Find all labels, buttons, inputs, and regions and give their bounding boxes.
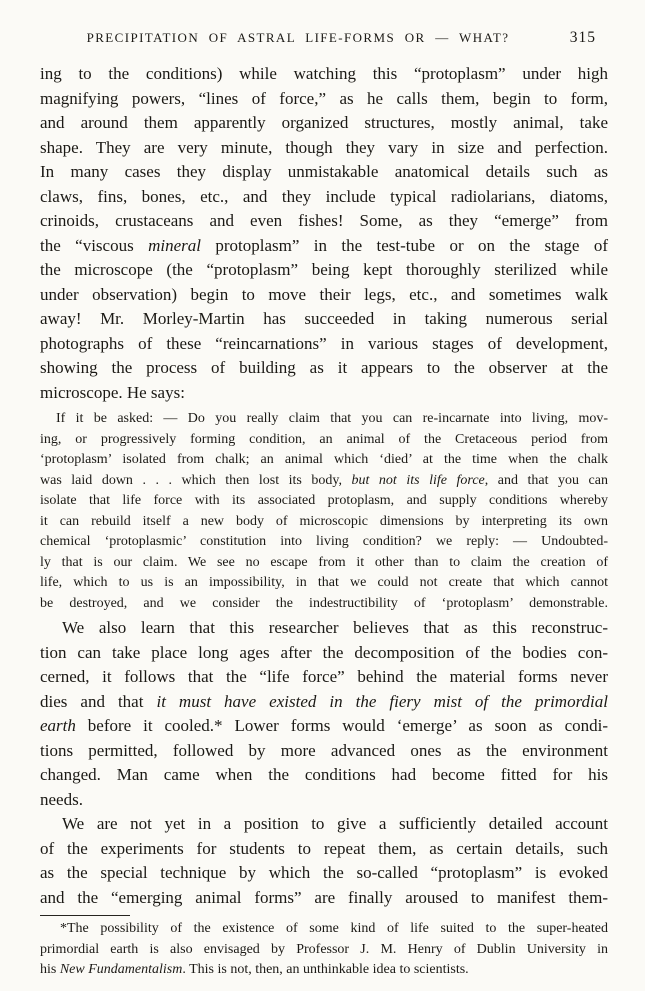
text-line (40, 739, 608, 764)
text-segment: microscope. He says: (40, 382, 185, 402)
text-segment: In many cases they display unmistakable anatomical details such as (40, 162, 608, 181)
text-line (40, 763, 608, 788)
text-line (40, 919, 608, 940)
paragraph-3 (40, 812, 608, 910)
text-line (40, 940, 608, 961)
text-segment: before it cooled.* Lower forms would ‘emerge’ as soon as condi- (75, 716, 608, 735)
text-line (40, 307, 608, 332)
text-segment: dies and that (40, 691, 157, 711)
footnote (40, 919, 608, 981)
text-segment: shape. They are very minute, though they vary in size and perfection. (40, 137, 608, 157)
text-blocks (40, 62, 608, 981)
text-segment: *The possibility of the existence of some kind of life suited to the super-heated (60, 921, 608, 936)
text-line (40, 430, 608, 451)
text-segment: was laid down . . . which then lost its body, (40, 472, 352, 488)
text-segment: it can rebuild itself a new body of microscopic dimensions by interpreting its own (40, 513, 608, 529)
text-segment: showing the process of building as it appears to the observer at the (40, 358, 608, 377)
text-line (40, 209, 608, 234)
text-segment: tions permitted, followed by more advanced ones as the environment (40, 740, 608, 760)
running-header-title: PRECIPITATION OF ASTRAL LIFE-FORMS OR — WHAT? (86, 30, 510, 45)
page-number: 315 (569, 29, 596, 46)
text-segment: away! Mr. Morley-Martin has succeeded in taking numerous serial (40, 309, 608, 328)
text-line (40, 573, 608, 594)
text-line (40, 960, 608, 981)
text-segment: cerned, it follows that the “life force” behind the material forms never (40, 667, 608, 686)
text-line (40, 450, 608, 471)
italic-text-segment: mineral (148, 235, 201, 255)
text-segment: changed. Man came when the conditions had become fitted for his (40, 765, 608, 784)
text-segment: under observation) begin to move their legs, etc., and sometimes walk (40, 284, 608, 304)
text-line (40, 788, 608, 813)
running-header (40, 30, 608, 50)
text-segment: crinoids, crustaceans and even fishes! Some, as they “emerge” from (40, 211, 608, 230)
text-segment: ing to the conditions) while watching this “protoplasm” under high (40, 64, 608, 83)
text-line (40, 111, 608, 136)
text-line (40, 332, 608, 357)
text-segment: ing, or progressively forming condition, an animal of the Cretaceous period from (40, 431, 608, 447)
text-line (40, 594, 608, 615)
text-segment: chemical ‘protoplasmic’ constitution into living condition? we reply: — Undoubted- (40, 534, 608, 549)
text-line (40, 87, 608, 112)
text-segment: . This is not, then, an unthinkable idea to scientists. (182, 962, 469, 977)
blockquote (40, 409, 608, 614)
text-segment: primordial earth is also envisaged by Professor J. M. Henry of Dublin University in (40, 941, 608, 957)
text-segment: the “viscous (40, 235, 149, 255)
text-line (40, 665, 608, 690)
text-segment: and around them apparently organized structures, mostly animal, take (40, 113, 608, 132)
text-segment: and the “emerging animal forms” are finally aroused to manifest them- (40, 887, 608, 907)
text-segment: If it be asked: — Do you really claim that you can re-incarnate into living, mov- (56, 411, 608, 426)
text-line (40, 837, 608, 862)
text-line (40, 690, 608, 715)
text-line (40, 160, 608, 185)
text-line (40, 283, 608, 308)
text-segment: magnifying powers, “lines of force,” as he calls them, begin to form, (40, 88, 608, 108)
text-line (40, 553, 608, 574)
text-line (40, 512, 608, 533)
paragraph-2 (40, 616, 608, 812)
text-line (40, 616, 608, 641)
italic-text-segment: but not its life force (351, 472, 485, 488)
text-line (40, 409, 608, 430)
text-line (40, 471, 608, 492)
text-line (40, 356, 608, 381)
text-segment: ‘protoplasm’ isolated from chalk; an animal which ‘died’ at the time when the chalk (40, 452, 608, 467)
text-line (40, 812, 608, 837)
text-segment: ly that is our claim. We see no escape from it other than to claim the creation of (40, 554, 608, 570)
footnote-rule (40, 915, 130, 916)
opening-paragraph (40, 62, 608, 405)
text-line (40, 136, 608, 161)
text-line (40, 861, 608, 886)
text-segment: his (40, 962, 60, 977)
text-line (40, 714, 608, 739)
text-line (40, 491, 608, 512)
italic-text-segment: earth (40, 716, 76, 735)
text-segment: as the special technique by which the so-called “protoplasm” is evoked (40, 863, 608, 882)
text-segment: be destroyed, and we consider the indestructibility of ‘protoplasm’ demonstrable. (40, 595, 608, 611)
text-line (40, 381, 608, 406)
text-line (40, 886, 608, 911)
text-segment: photographs of these “reincarnations” in various stages of development, (40, 333, 608, 353)
text-segment: tion can take place long ages after the decomposition of the bodies con- (40, 642, 608, 662)
text-segment: the microscope (the “protoplasm” being kept thoroughly sterilized while (40, 260, 608, 279)
text-line (40, 532, 608, 553)
italic-text-segment: it must have existed in the fiery mist of the primordial (156, 691, 608, 711)
text-line (40, 62, 608, 87)
text-line (40, 641, 608, 666)
text-line (40, 185, 608, 210)
text-segment: needs. (40, 789, 83, 809)
text-segment: We also learn that this researcher believes that as this reconstruc- (62, 618, 608, 637)
text-line (40, 258, 608, 283)
text-segment: life, which to us is an impossibility, in that we could not create that which cannot (40, 575, 608, 590)
text-segment: We are not yet in a position to give a sufficiently detailed account (62, 814, 608, 833)
text-segment: protoplasm” in the test-tube or on the stage of (200, 235, 608, 255)
text-segment: isolate that life force with its associated protoplasm, and supply conditions whereby (40, 493, 608, 508)
text-segment: , and that you can (484, 472, 608, 488)
italic-text-segment: New Fundamentalism (59, 962, 183, 977)
text-segment: of the experiments for students to repeat them, as certain details, such (40, 838, 608, 858)
text-line (40, 234, 608, 259)
text-segment: claws, fins, bones, etc., and they include typical radiolarians, diatoms, (40, 186, 608, 206)
